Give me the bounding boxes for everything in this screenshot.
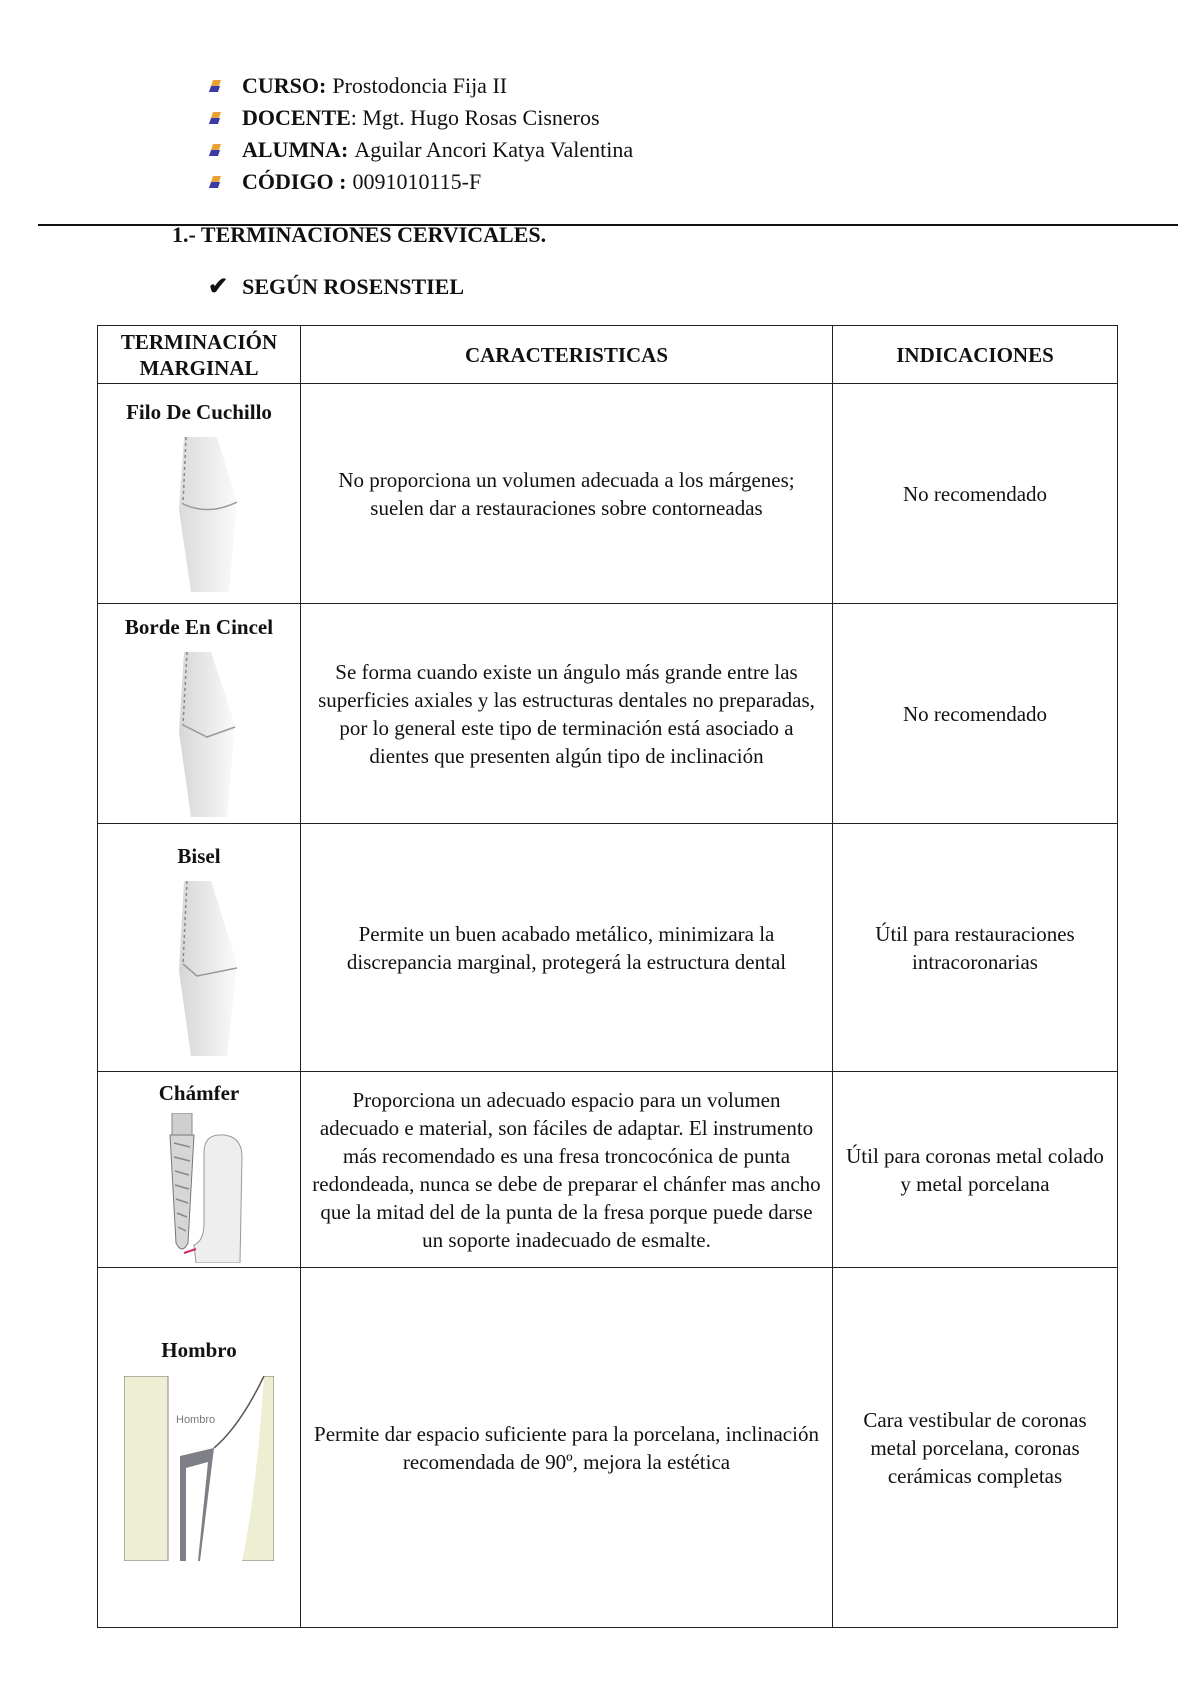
indications-cell: Cara vestibular de coronas metal porcelana, coronas cerámicas completas [833, 1268, 1118, 1628]
header-value: Prostodoncia Fija II [332, 73, 508, 98]
characteristics-cell: Se forma cuando existe un ángulo más grande entre las superficies axiales y las estructuras dentales no preparadas, por lo general este tipo de terminación está asociado a dientes que presenten algún tipo de inclinación [301, 604, 833, 824]
header-info-list [210, 70, 633, 198]
terminations-table [97, 325, 1118, 1628]
bullet-icon [210, 112, 222, 124]
term-name: Filo De Cuchillo [126, 399, 272, 424]
term-name: Chámfer [158, 1080, 240, 1105]
header-item-curso [210, 70, 633, 102]
header-value: 0091010115-F [352, 169, 482, 194]
characteristics-cell: Proporciona un adecuado espacio para un volumen adecuado e material, son fáciles de adaptar. El instrumento más recomendado es una fresa troncocónica de punta redondeada, nunca se debe de preparar el chánfer mas ancho que la mitad del de la punta de la fresa porque puede darse un soporte inadecuado de esmalte. [301, 1072, 833, 1268]
header-item-codigo [210, 166, 633, 198]
table-row [98, 1268, 1118, 1628]
header-label: ALUMNA: [242, 137, 349, 162]
term-cell [98, 384, 301, 604]
term-cell [98, 604, 301, 824]
checkmark-icon: ✔ [208, 274, 229, 300]
header-item-alumna [210, 134, 633, 166]
indications-cell: Útil para restauraciones intracoronarias [833, 824, 1118, 1072]
characteristics-cell: Permite dar espacio suficiente para la porcelana, inclinación recomendada de 90º, mejora la estética [301, 1268, 833, 1628]
bullet-icon [210, 80, 222, 92]
term-name: Hombro [161, 1338, 237, 1362]
table-row [98, 824, 1118, 1072]
subsection-heading [208, 272, 464, 301]
knife-edge-tooth-illustration [139, 432, 259, 592]
section-title: 1.- TERMINACIONES CERVICALES. [172, 222, 547, 247]
subsection-title: SEGÚN ROSENSTIEL [242, 273, 465, 299]
chisel-edge-tooth-illustration [139, 647, 259, 817]
term-cell [98, 1268, 301, 1628]
characteristics-cell: Permite un buen acabado metálico, minimizara la discrepancia marginal, protegerá la estructura dental [301, 824, 833, 1072]
indications-cell: No recomendado [833, 604, 1118, 824]
header-item-docente [210, 102, 633, 134]
shoulder-illustration [124, 1376, 274, 1561]
indications-cell: Útil para coronas metal colado y metal porcelana [833, 1072, 1118, 1268]
table-row [98, 384, 1118, 604]
bullet-icon [210, 144, 222, 156]
header-label: DOCENTE [242, 105, 351, 130]
bevel-tooth-illustration [139, 876, 259, 1056]
shoulder-diagram [124, 1376, 274, 1561]
header-value: Aguilar Ancori Katya Valentina [354, 137, 634, 162]
term-name: Borde En Cincel [124, 614, 274, 639]
table-row [98, 604, 1118, 824]
term-cell [98, 1072, 301, 1268]
indications-cell: No recomendado [833, 384, 1118, 604]
header-label: CÓDIGO : [242, 169, 347, 194]
header-cell-indications: INDICACIONES [833, 326, 1118, 384]
term-name: Bisel [177, 843, 221, 868]
chamfer-bur-illustration [144, 1113, 254, 1263]
term-cell [98, 824, 301, 1072]
header-cell-termination: TERMINACIÓN MARGINAL [98, 326, 301, 384]
header-value: : Mgt. Hugo Rosas Cisneros [350, 105, 600, 130]
characteristics-cell: No proporciona un volumen adecuada a los márgenes; suelen dar a restauraciones sobre contorneadas [301, 384, 833, 604]
header-cell-characteristics: CARACTERISTICAS [301, 326, 833, 384]
table-row [98, 1072, 1118, 1268]
header-label: CURSO: [242, 73, 327, 98]
image-caption: Hombro [176, 1414, 216, 1426]
table-header-row [98, 326, 1118, 384]
bullet-icon [210, 176, 222, 188]
